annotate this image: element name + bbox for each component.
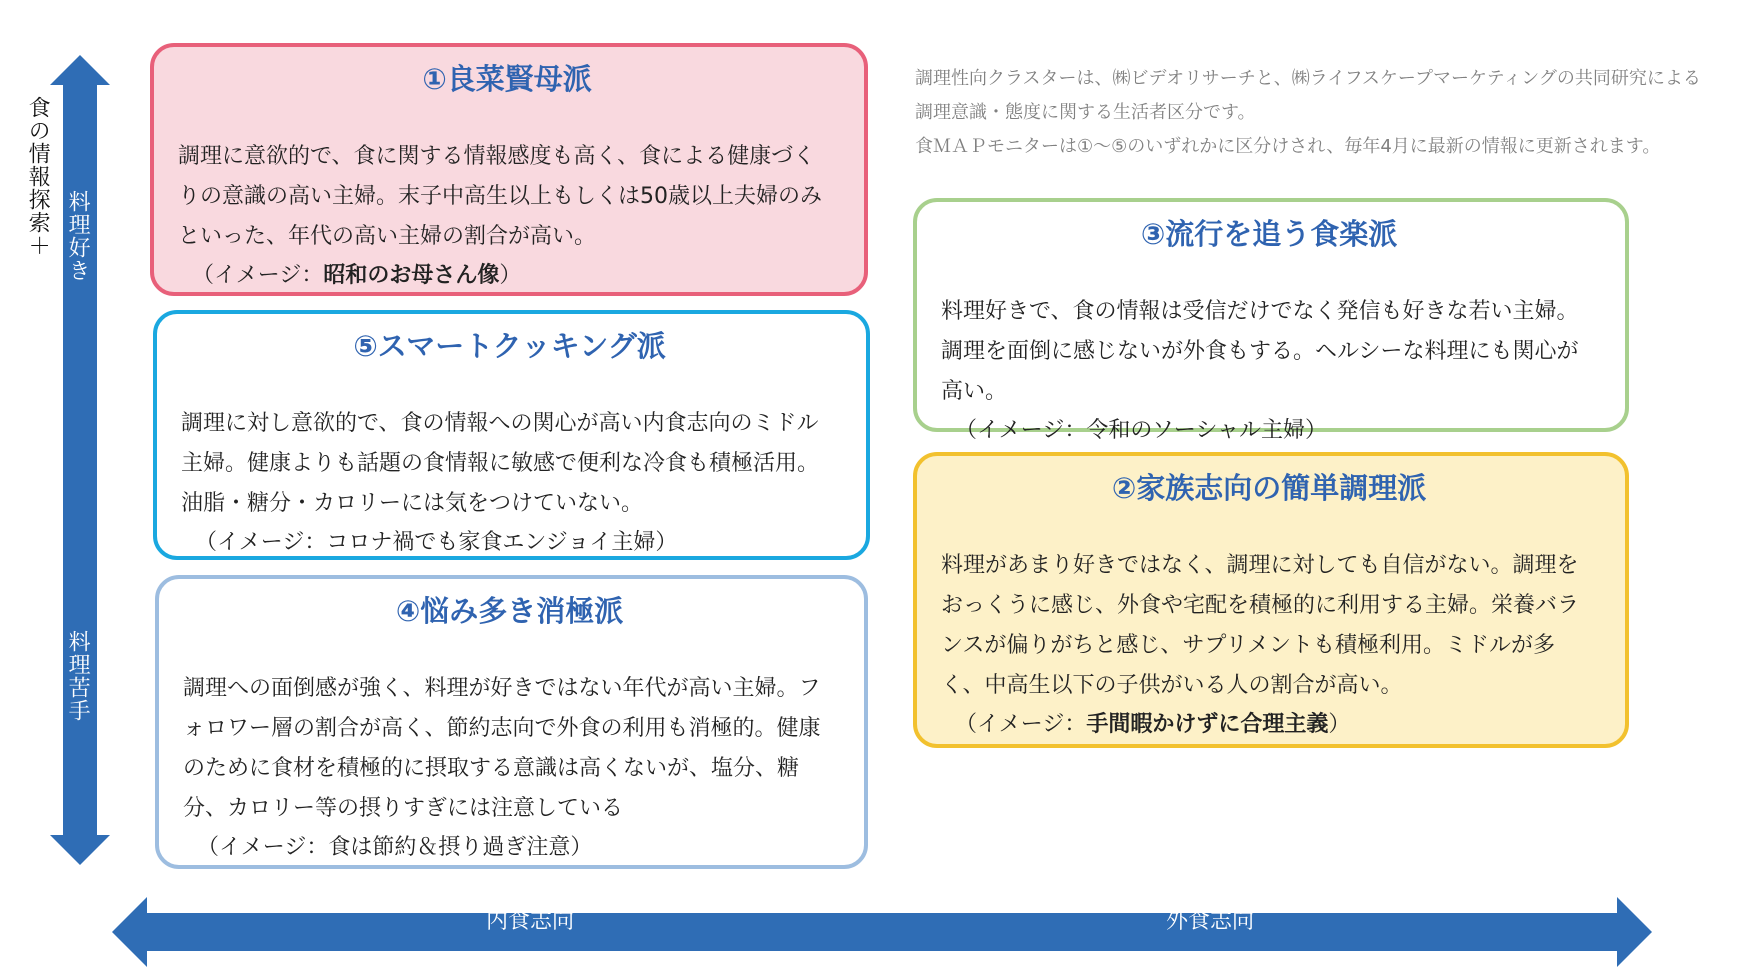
cluster-description: 料理があまり好きではなく、調理に対しても自信がない。調理をおっくうに感じ、外食や宅配を積極的に利用する主婦。栄養バランスが偏りがちと感じ、サプリメントも積極利用。ミドルが多く、中高生以下の子供がいる人の割合が高い。 [941, 553, 1580, 698]
cluster-title: ⑤スマートクッキング派 [353, 329, 666, 363]
image-text: 昭和のお母さん像 [323, 263, 500, 288]
vertical-like-label: 料理好き [65, 190, 91, 282]
cluster-title: ①良菜賢母派 [422, 62, 592, 96]
cluster-image-line [178, 257, 836, 295]
image-prefix: （イメージ： [197, 835, 329, 860]
cluster-image-line [941, 706, 1597, 744]
cluster-title: ④悩み多き消極派 [395, 594, 624, 628]
image-suffix: ） [1305, 418, 1328, 443]
note-line-2: 調理意識・態度に関する生活者区分です。 [915, 102, 1256, 123]
cluster-description: 調理への面倒感が強く、料理が好きではない年代が高い主婦。フォロワー層の割合が高く、節約志向で外食の利用も消極的。健康のために食材を積極的に摂取する意識は高くないが、塩分、糖分、カロリー等の摂りすぎには注意している [183, 676, 821, 821]
image-suffix: ） [570, 835, 593, 860]
image-text: 令和のソーシャル主婦 [1086, 418, 1306, 443]
cluster-image-line [183, 829, 836, 867]
note-line-3: 食ＭＡＰモニターは①～⑤のいずれかに区分けされ、毎年4月に最新の情報に更新されます。 [915, 136, 1661, 157]
note-line-1: 調理性向クラスターは、㈱ビデオリサーチと、㈱ライフスケープマーケティングの共同研究による [915, 68, 1701, 89]
cluster-box-1 [150, 43, 868, 296]
cluster-title: ③流行を追う食楽派 [1140, 217, 1398, 251]
image-suffix: ） [1328, 712, 1351, 737]
cluster-image-line [181, 524, 838, 562]
image-prefix: （イメージ： [955, 418, 1087, 443]
cluster-box-5 [153, 310, 870, 560]
cluster-title: ②家族志向の簡単調理派 [1111, 471, 1427, 505]
image-suffix: ） [655, 530, 678, 555]
image-text: コロナ禍でも家食エンジョイ主婦 [326, 530, 656, 555]
explanatory-note [915, 62, 1701, 164]
cluster-description: 調理に対し意欲的で、食の情報への関心が高い内食志向のミドル主婦。健康よりも話題の食情報に敏感で便利な冷食も積極活用。油脂・糖分・カロリーには気をつけていない。 [181, 411, 820, 516]
vertical-top-label: 食の情報探索＋ [25, 96, 51, 257]
image-text: 手間暇かけずに合理主義 [1086, 712, 1329, 737]
vertical-dislike-label: 料理苦手 [65, 630, 91, 722]
image-prefix: （イメージ： [192, 263, 324, 288]
cluster-description: 調理に意欲的で、食に関する情報感度も高く、食による健康づくりの意識の高い主婦。末子中高生以上もしくは50歳以上夫婦のみといった、年代の高い主婦の割合が高い。 [178, 144, 822, 249]
cluster-box-3 [913, 198, 1629, 443]
image-prefix: （イメージ： [955, 712, 1087, 737]
image-prefix: （イメージ： [195, 530, 327, 555]
horizontal-left-label: 内食志向 [486, 909, 575, 934]
image-suffix: ） [499, 263, 522, 288]
image-text: 食は節約＆摂り過ぎ注意 [328, 835, 571, 860]
cluster-box-4 [155, 575, 868, 869]
cluster-image-line [941, 412, 1597, 450]
horizontal-axis-arrow [112, 897, 1652, 967]
vertical-axis-arrow [50, 55, 110, 865]
cluster-box-2 [913, 452, 1629, 748]
horizontal-right-label: 外食志向 [1166, 909, 1255, 934]
cluster-description: 料理好きで、食の情報は受信だけでなく発信も好きな若い主婦。調理を面倒に感じないが外食もする。ヘルシーな料理にも関心が高い。 [941, 299, 1579, 404]
